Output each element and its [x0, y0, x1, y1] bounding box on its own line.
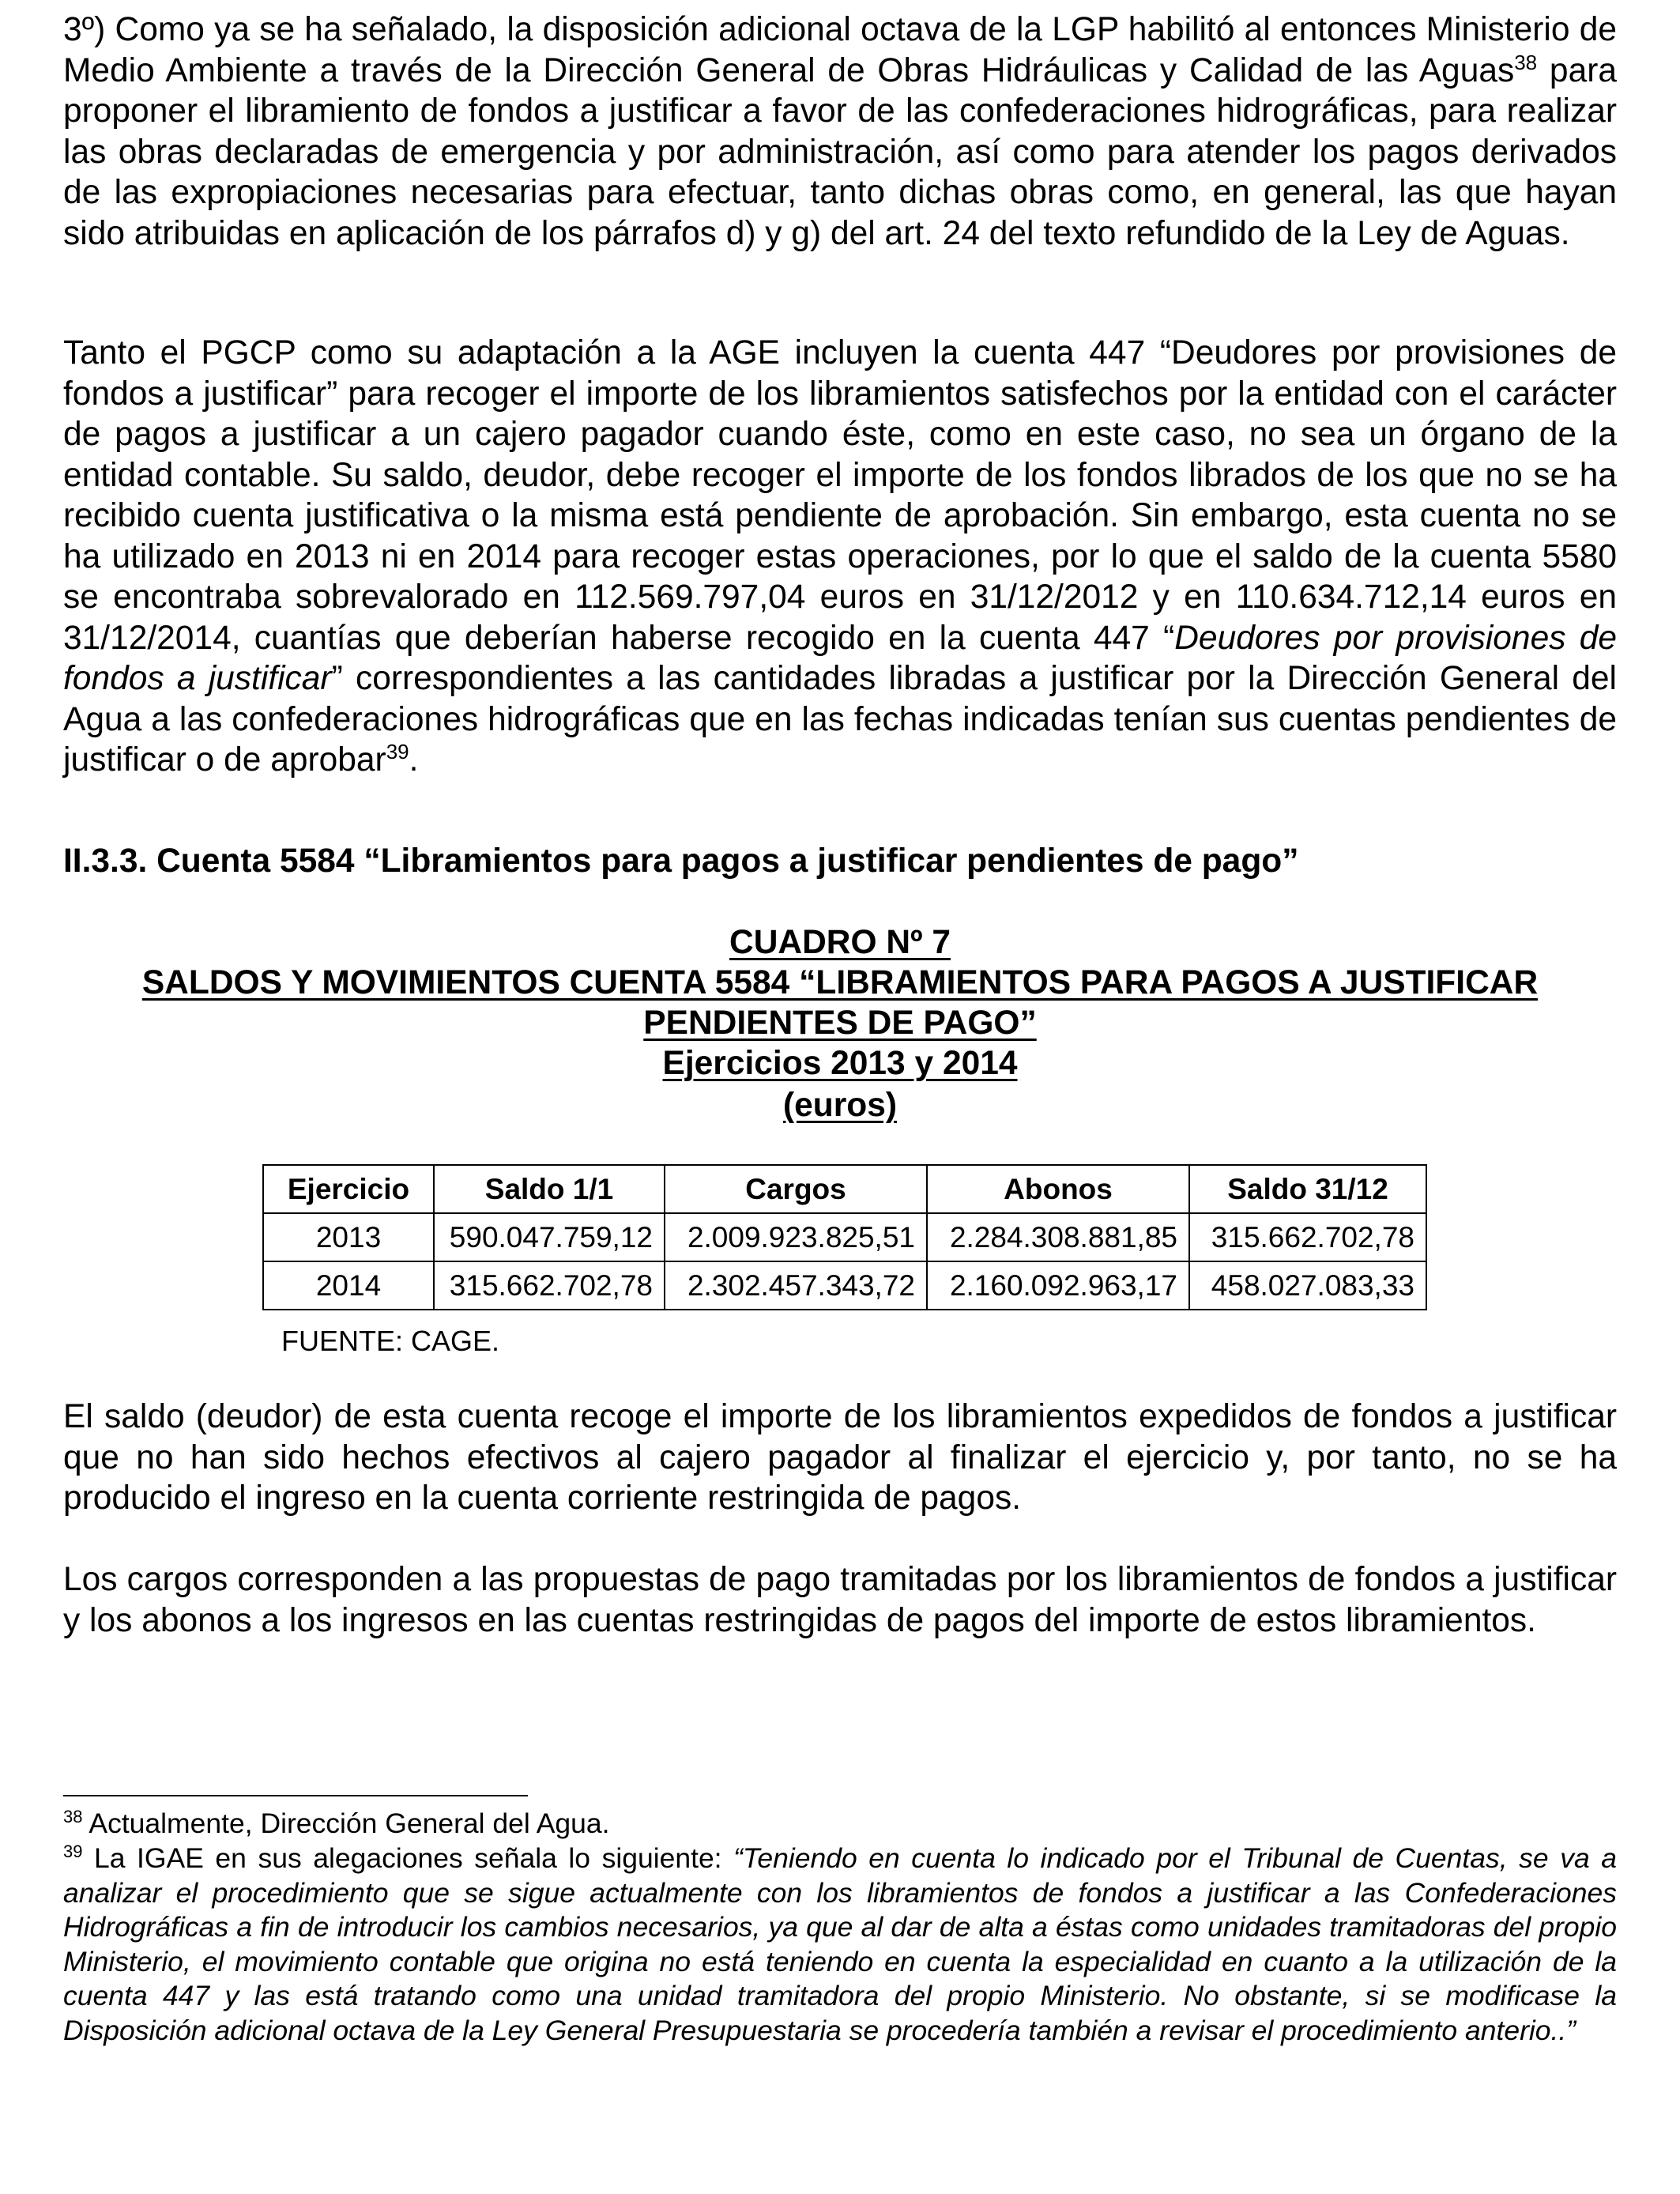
table-cell: 458.027.083,33: [1189, 1261, 1426, 1310]
section-heading: II.3.3. Cuenta 5584 “Libramientos para pagos a justificar pendientes de pago”: [63, 843, 1299, 880]
table-source: FUENTE: CAGE.: [281, 1325, 500, 1357]
footnote-divider: [63, 1795, 528, 1796]
table-cell: 590.047.759,12: [434, 1213, 665, 1261]
table-title-line: [63, 1003, 1617, 1044]
table-row: [263, 1213, 1426, 1261]
table-cell: 315.662.702,78: [434, 1261, 665, 1310]
table-row: [263, 1261, 1426, 1310]
column-header: Saldo 1/1: [434, 1165, 665, 1213]
paragraph-cuenta-447: [63, 333, 1617, 781]
footnote-number: 38: [63, 1807, 83, 1827]
table-cell: 315.662.702,78: [1189, 1213, 1426, 1261]
column-header: Abonos: [927, 1165, 1189, 1213]
footnote-quote: “Teniendo en cuenta lo indicado por el Tribunal de Cuentas, se va a analizar el procedimiento que se sigue actualmente con los libramientos de fondos a justificar a las Confederaciones Hidrográficas a fin de introducir los cambios necesarios, ya que al dar de alta a éstas como unidades tramitadoras del propio Ministerio, el movimiento contable que origina no está teniendo en cuenta la especialidad en cuanto a la utilización de la cuenta 447 y las está tratando como una unidad tramitadora del propio Ministerio. No obstante, si se modificase la Disposición adicional octava de la Ley General Presupuestaria se procedería también a revisar el procedimiento anterio..”: [63, 1842, 1617, 2046]
account-name-italic: Deudores por provisiones de fondos a justificar: [63, 619, 1617, 697]
footnote-ref-39[interactable]: 39: [386, 739, 409, 763]
footnote-38: [63, 1807, 1617, 1842]
column-header: Saldo 31/12: [1189, 1165, 1426, 1213]
table-cell: 2.284.308.881,85: [927, 1213, 1189, 1261]
table-title-line: [63, 963, 1617, 1004]
table-cell-year: 2014: [263, 1261, 434, 1310]
table-title-years: [63, 1043, 1617, 1084]
table-cell: 2.009.923.825,51: [665, 1213, 927, 1261]
table-title-text: SALDOS Y MOVIMIENTOS CUENTA 5584 “LIBRAMIENTOS PARA PAGOS A JUSTIFICAR: [141, 964, 1539, 1001]
table-title-text: Ejercicios 2013 y 2014: [662, 1045, 1018, 1082]
table-cell: 2.160.092.963,17: [927, 1261, 1189, 1310]
footnote-ref-38[interactable]: 38: [1514, 50, 1538, 74]
table-title-text: (euros): [782, 1087, 898, 1124]
table-header-row: [263, 1165, 1426, 1213]
paragraph-text: 3º) Como ya se ha señalado, la disposición adicional octava de la LGP habilitó al entonces Ministerio de Medio Ambiente a través de la Dirección General de Obras Hidráulicas y Calidad de las Aguas: [63, 11, 1617, 89]
footnote-text: Actualmente, Dirección General del Agua.: [82, 1808, 610, 1839]
paragraph-text: .: [409, 741, 419, 778]
table-cell: 2.302.457.343,72: [665, 1261, 927, 1310]
balances-table: [262, 1164, 1427, 1310]
footnote-text: La IGAE en sus alegaciones señala lo siguiente:: [82, 1842, 734, 1874]
table-title-number: [63, 922, 1617, 963]
paragraph-text: Tanto el PGCP como su adaptación a la AGE incluyen la cuenta 447 “Deudores por provisiones de fondos a justificar” para recoger el importe de los libramientos satisfechos por la entidad con el carácter de pagos a justificar a un cajero pagador cuando éste, como en este caso, no sea un órgano de la entidad contable. Su saldo, deudor, debe recoger el importe de los fondos librados de los que no se ha recibido cuenta justificativa o la misma está pendiente de aprobación. Sin embargo, esta cuenta no se ha utilizado en 2013 ni en 2014 para recoger estas operaciones, por lo que el saldo de la cuenta 5580 se encontraba sobrevalorado en 112.569.797,04 euros en 31/12/2012 y en 110.634.712,14 euros en 31/12/2014, cuantías que deberían haberse recogido en la cuenta 447 “: [63, 334, 1617, 657]
column-header: Ejercicio: [263, 1165, 434, 1213]
footnote-39: [63, 1842, 1617, 2048]
column-header: Cargos: [665, 1165, 927, 1213]
footnote-number: 39: [63, 1842, 83, 1862]
table-cell-year: 2013: [263, 1213, 434, 1261]
paragraph-text: ” correspondientes a las cantidades libradas a justificar por la Dirección General del Agua a las confederaciones hidrográficas que en las fechas indicadas tenían sus cuentas pendientes de justificar o de aprobar: [63, 660, 1617, 778]
paragraph-cargos-abonos: Los cargos corresponden a las propuestas de pago tramitadas por los libramientos de fondos a justificar y los abonos a los ingresos en las cuentas restringidas de pagos del importe de estos libramientos.: [63, 1561, 1617, 1639]
table-title-units: [63, 1085, 1617, 1126]
table-title-text: CUADRO Nº 7: [729, 924, 951, 961]
paragraph-saldo-deudor: El saldo (deudor) de esta cuenta recoge el importe de los libramientos expedidos de fondos a justificar que no han sido hechos efectivos al cajero pagador al finalizar el ejercicio y, por tanto, no se ha producido el ingreso en la cuenta corriente restringida de pagos.: [63, 1398, 1617, 1517]
table-title-text: PENDIENTES DE PAGO”: [643, 1005, 1037, 1042]
paragraph-text: para proponer el libramiento de fondos a justificar a favor de las confederaciones hidrográficas, para realizar las obras declaradas de emergencia y por administración, así como para atender los pagos derivados de las expropiaciones necesarias para efectuar, tanto dichas obras como, en general, las que hayan sido atribuidas en aplicación de los párrafos d) y g) del art. 24 del texto refundido de la Ley de Aguas.: [63, 51, 1617, 252]
paragraph-disposicion-adicional: [63, 9, 1617, 254]
